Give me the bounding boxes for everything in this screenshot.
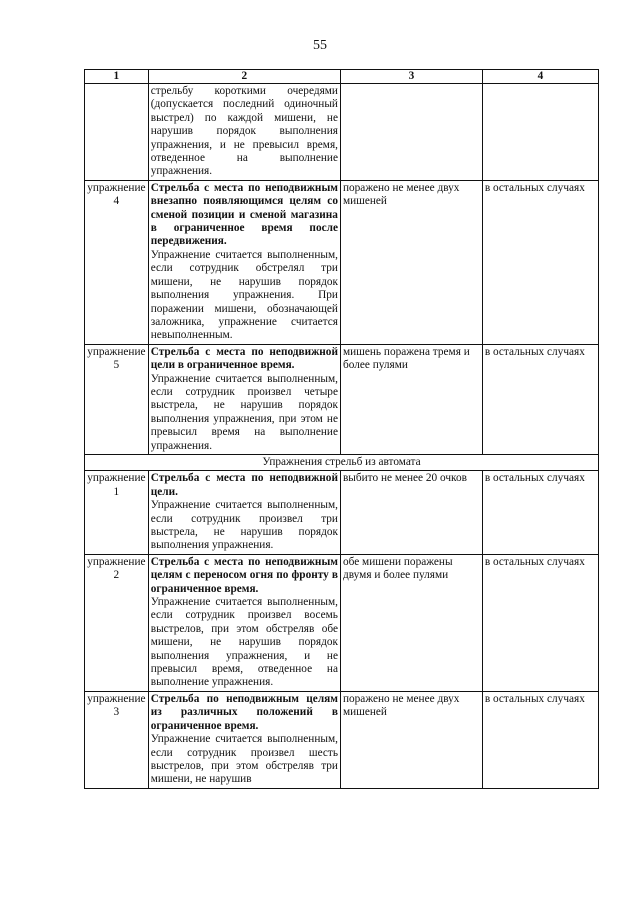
exercise-title: Стрельба с места по неподвижной цели в ограниченное время. (150, 345, 338, 372)
else-cell: в остальных случаях (482, 344, 598, 454)
header-row (85, 70, 599, 84)
exercise-cell: упражнение 3 (85, 691, 149, 788)
condition-cell: поражено не менее двух мишеней (340, 180, 482, 344)
exercise-cell: упражнение 4 (85, 180, 149, 344)
exercise-cell (85, 84, 149, 181)
condition-cell: поражено не менее двух мишеней (340, 691, 482, 788)
column-header-4: 4 (482, 70, 598, 84)
description-text: Упражнение считается выполненным, если сотрудник произвел четыре выстрела, не нарушив порядок выполнения упражнения, при этом не превысил время на выполнение упражнения. (150, 372, 338, 452)
else-cell: в остальных случаях (482, 554, 598, 691)
condition-cell: выбито не менее 20 очков (340, 471, 482, 554)
table-row (85, 691, 599, 788)
table-row (85, 554, 599, 691)
column-header-2: 2 (148, 70, 340, 84)
table-row (85, 344, 599, 454)
else-cell: в остальных случаях (482, 691, 598, 788)
description-cell (148, 180, 340, 344)
else-cell (482, 84, 598, 181)
exercise-title: Стрельба с места по неподвижным целям с переносом огня по фронту в ограниченное время. (150, 555, 338, 595)
description-text: стрельбу короткими очередями (допускается последний одиночный выстрел) по каждой мишени, не нарушив порядок выполнения упражнения, и не превысил время, отведенное на выполнение упражнения. (150, 85, 338, 178)
exercise-title: Стрельба с места по неподвижной цели. (150, 472, 338, 498)
section-title: Упражнения стрельб из автомата (85, 454, 599, 470)
exercise-cell: упражнение 1 (85, 471, 149, 554)
condition-cell (340, 84, 482, 181)
table-row-continuation (85, 84, 599, 181)
exercise-cell: упражнение 2 (85, 554, 149, 691)
table-row (85, 180, 599, 344)
description-cell (148, 84, 340, 181)
description-text: Упражнение считается выполненным, если сотрудник обстрелял три мишени, не нарушив порядок выполнения упражнения. При поражении мишени, обозначающей заложника, упражнение считается невыполненным. (150, 248, 338, 342)
description-cell (148, 344, 340, 454)
page-number: 55 (313, 38, 327, 53)
column-header-1: 1 (85, 70, 149, 84)
exercise-title: Стрельба с места по неподвижным внезапно появляющимся целям со сменой позиции и сменой магазина в ограниченное время после передвижения. (150, 181, 338, 248)
description-cell (148, 471, 340, 554)
exercise-cell: упражнение 5 (85, 344, 149, 454)
section-row (85, 454, 599, 470)
condition-cell: обе мишени поражены двумя и более пулями (340, 554, 482, 691)
description-text: Упражнение считается выполненным, если сотрудник произвел восемь выстрелов, при этом обстреляв обе мишени, не нарушив порядок выполнения упражнения, и не превысил время, отведенное на выполнение упражнения. (150, 596, 338, 689)
exercise-title: Стрельба по неподвижным целям из различных положений в ограниченное время. (150, 692, 338, 732)
description-cell (148, 691, 340, 788)
table-row (85, 471, 599, 554)
description-cell (148, 554, 340, 691)
standards-table (84, 69, 599, 789)
description-text: Упражнение считается выполненным, если сотрудник произвел шесть выстрелов, при этом обстреляв три мишени, не нарушив (150, 733, 338, 786)
condition-cell: мишень поражена тремя и более пулями (340, 344, 482, 454)
column-header-3: 3 (340, 70, 482, 84)
description-text: Упражнение считается выполненным, если сотрудник произвел три выстрела, не нарушив порядок выполнения упражнения. (150, 499, 338, 552)
else-cell: в остальных случаях (482, 471, 598, 554)
else-cell: в остальных случаях (482, 180, 598, 344)
